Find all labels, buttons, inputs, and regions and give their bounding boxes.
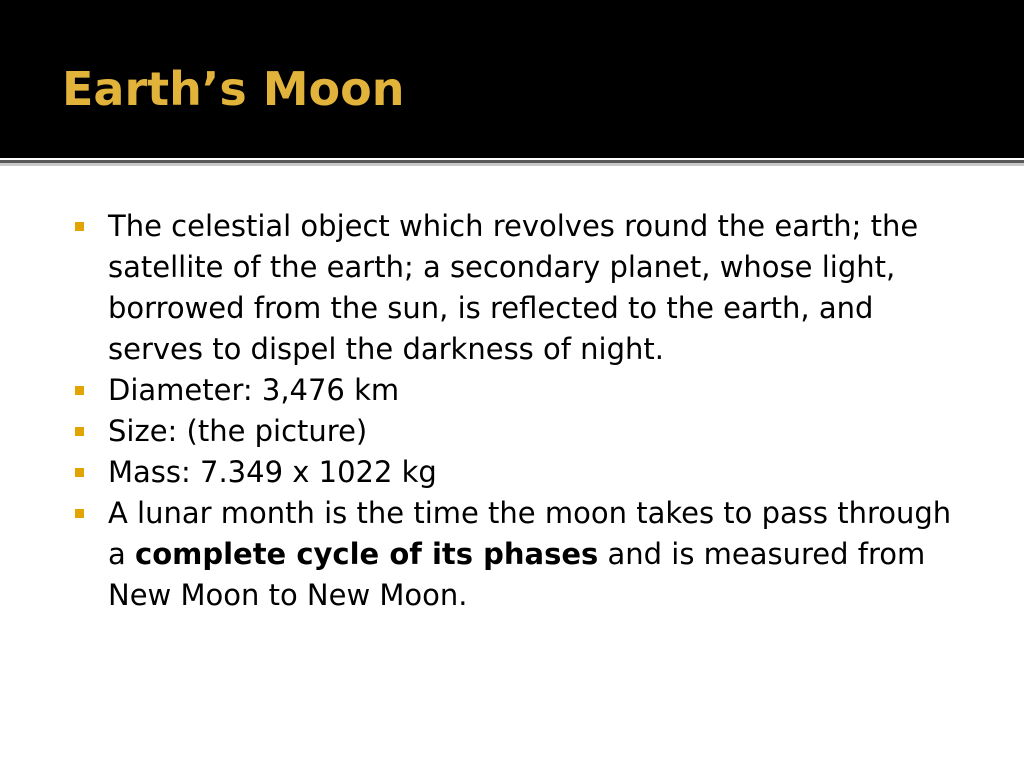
bullet-text-bold: complete cycle of its phases [135, 537, 599, 571]
bullet-text-start: A lunar month is the time the moon takes to pass through a [108, 496, 952, 571]
divider-light [0, 163, 1024, 166]
bullet-text: The celestial object which revolves round the earth; the satellite of the earth; a secondary planet, whose light, borrowed from the sun, is reflected to the earth, and serves to dispel the darkness of night. [108, 209, 919, 366]
bullet-item-lunar-month [72, 493, 968, 616]
square-bullet-icon [75, 509, 84, 518]
square-bullet-icon [75, 386, 84, 395]
bullet-item-size [72, 411, 968, 452]
slide-title: Earth’s Moon [62, 62, 405, 116]
bullet-item-mass [72, 452, 968, 493]
bullet-text: Size: (the picture) [108, 414, 368, 448]
square-bullet-icon [75, 468, 84, 477]
bullet-item-diameter [72, 370, 968, 411]
bullet-text-end: and is measured from New Moon to New Moon. [108, 537, 926, 612]
title-bar [0, 0, 1024, 158]
bullet-list [72, 206, 972, 616]
bullet-text: Diameter: 3,476 km [108, 373, 400, 407]
square-bullet-icon [75, 427, 84, 436]
square-bullet-icon [75, 222, 84, 231]
bullet-text: Mass: 7.349 x 1022 kg [108, 455, 437, 489]
bullet-item-definition [72, 206, 968, 370]
